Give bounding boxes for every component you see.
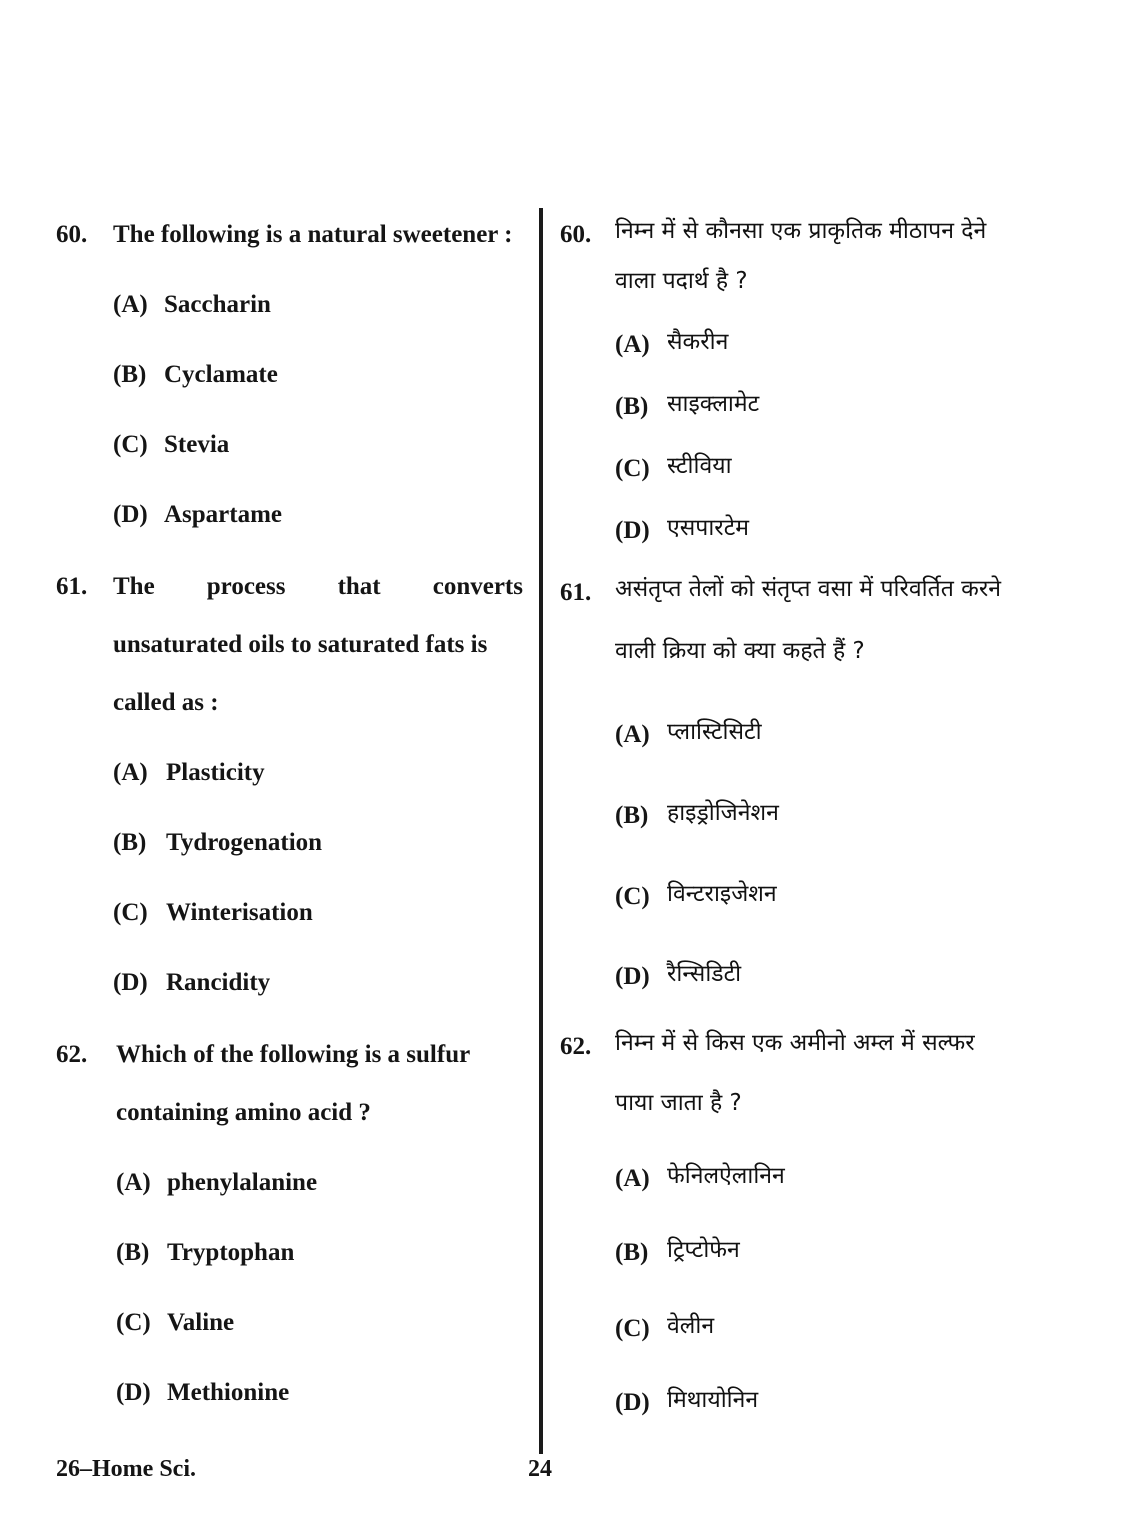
option-label: (D) — [615, 517, 650, 544]
question-text: असंतृप्त तेलों को संतृप्त वसा में परिवर्तित करने — [615, 576, 1002, 602]
question-text: पाया जाता है ? — [615, 1090, 742, 1116]
question-number: 62. — [56, 1041, 88, 1068]
option-text: स्टीविया — [667, 453, 732, 479]
question-number: 60. — [56, 221, 88, 248]
page-number: 24 — [528, 1456, 552, 1482]
question-text: निम्न में से किस एक अमीनो अम्ल में सल्फर — [615, 1030, 975, 1056]
question-word: that — [337, 573, 381, 600]
option-text: साइक्लामेट — [667, 391, 760, 417]
option-text: वेलीन — [667, 1313, 715, 1339]
option-label: (C) — [116, 1309, 151, 1336]
option-label: (D) — [615, 1389, 650, 1416]
option-text: हाइड्रोजिनेशन — [667, 800, 779, 826]
option-label: (B) — [116, 1239, 150, 1266]
option-label: (C) — [113, 431, 148, 458]
question-text: वाला पदार्थ है ? — [615, 268, 748, 294]
question-number: 60. — [560, 221, 592, 248]
question-text: निम्न में से कौनसा एक प्राकृतिक मीठापन देने — [615, 218, 987, 244]
option-text: Rancidity — [166, 969, 271, 996]
option-text: Saccharin — [164, 291, 271, 318]
option-label: (A) — [116, 1169, 151, 1196]
option-label: (A) — [615, 721, 650, 748]
question-number: 62. — [560, 1033, 592, 1060]
option-label: (B) — [615, 393, 649, 420]
option-label: (D) — [113, 969, 148, 996]
option-label: (B) — [615, 1239, 649, 1266]
option-text: Tryptophan — [167, 1239, 295, 1266]
option-text: Tydrogenation — [166, 829, 323, 856]
question-text: unsaturated oils to saturated fats is — [113, 631, 488, 658]
option-text: फेनिलऐलानिन — [667, 1163, 785, 1189]
question-word: converts — [432, 573, 523, 600]
option-label: (C) — [113, 899, 148, 926]
option-label: (C) — [615, 883, 650, 910]
subject-code: 26–Home Sci. — [56, 1456, 196, 1482]
option-text: Methionine — [167, 1379, 290, 1406]
option-text: Plasticity — [166, 759, 265, 786]
option-text: Winterisation — [166, 899, 313, 926]
option-label: (B) — [615, 802, 649, 829]
option-text: ट्रिप्टोफेन — [667, 1237, 740, 1263]
option-label: (D) — [615, 963, 650, 990]
question-word: The — [113, 573, 155, 600]
option-text: Stevia — [164, 431, 230, 458]
column-divider — [539, 208, 543, 1454]
option-text: प्लास्टिसिटी — [667, 719, 762, 745]
option-text: Cyclamate — [164, 361, 278, 388]
question-word: process — [206, 573, 286, 600]
question-number: 61. — [56, 573, 88, 600]
option-text: विन्टराइजेशन — [667, 881, 777, 907]
option-text: एसपारटेम — [667, 515, 750, 541]
option-label: (A) — [615, 1165, 650, 1192]
option-text: सैकरीन — [667, 329, 729, 355]
option-label: (C) — [615, 455, 650, 482]
question-text: Which of the following is a sulfur — [116, 1041, 471, 1068]
option-label: (B) — [113, 361, 147, 388]
option-label: (D) — [113, 501, 148, 528]
option-label: (A) — [113, 759, 148, 786]
option-label: (C) — [615, 1315, 650, 1342]
question-text: वाली क्रिया को क्या कहते हैं ? — [615, 638, 865, 664]
question-text — [113, 574, 523, 599]
option-text: रैन्सिडिटी — [667, 961, 742, 987]
option-label: (D) — [116, 1379, 151, 1406]
option-label: (A) — [615, 331, 650, 358]
question-text: containing amino acid ? — [116, 1099, 371, 1126]
question-text: The following is a natural sweetener : — [113, 221, 513, 248]
question-text: called as : — [113, 689, 219, 716]
option-text: phenylalanine — [167, 1169, 318, 1196]
question-number: 61. — [560, 579, 592, 606]
option-text: Aspartame — [164, 501, 283, 528]
option-text: मिथायोनिन — [667, 1387, 759, 1413]
option-label: (B) — [113, 829, 147, 856]
option-text: Valine — [167, 1309, 235, 1336]
option-label: (A) — [113, 291, 148, 318]
